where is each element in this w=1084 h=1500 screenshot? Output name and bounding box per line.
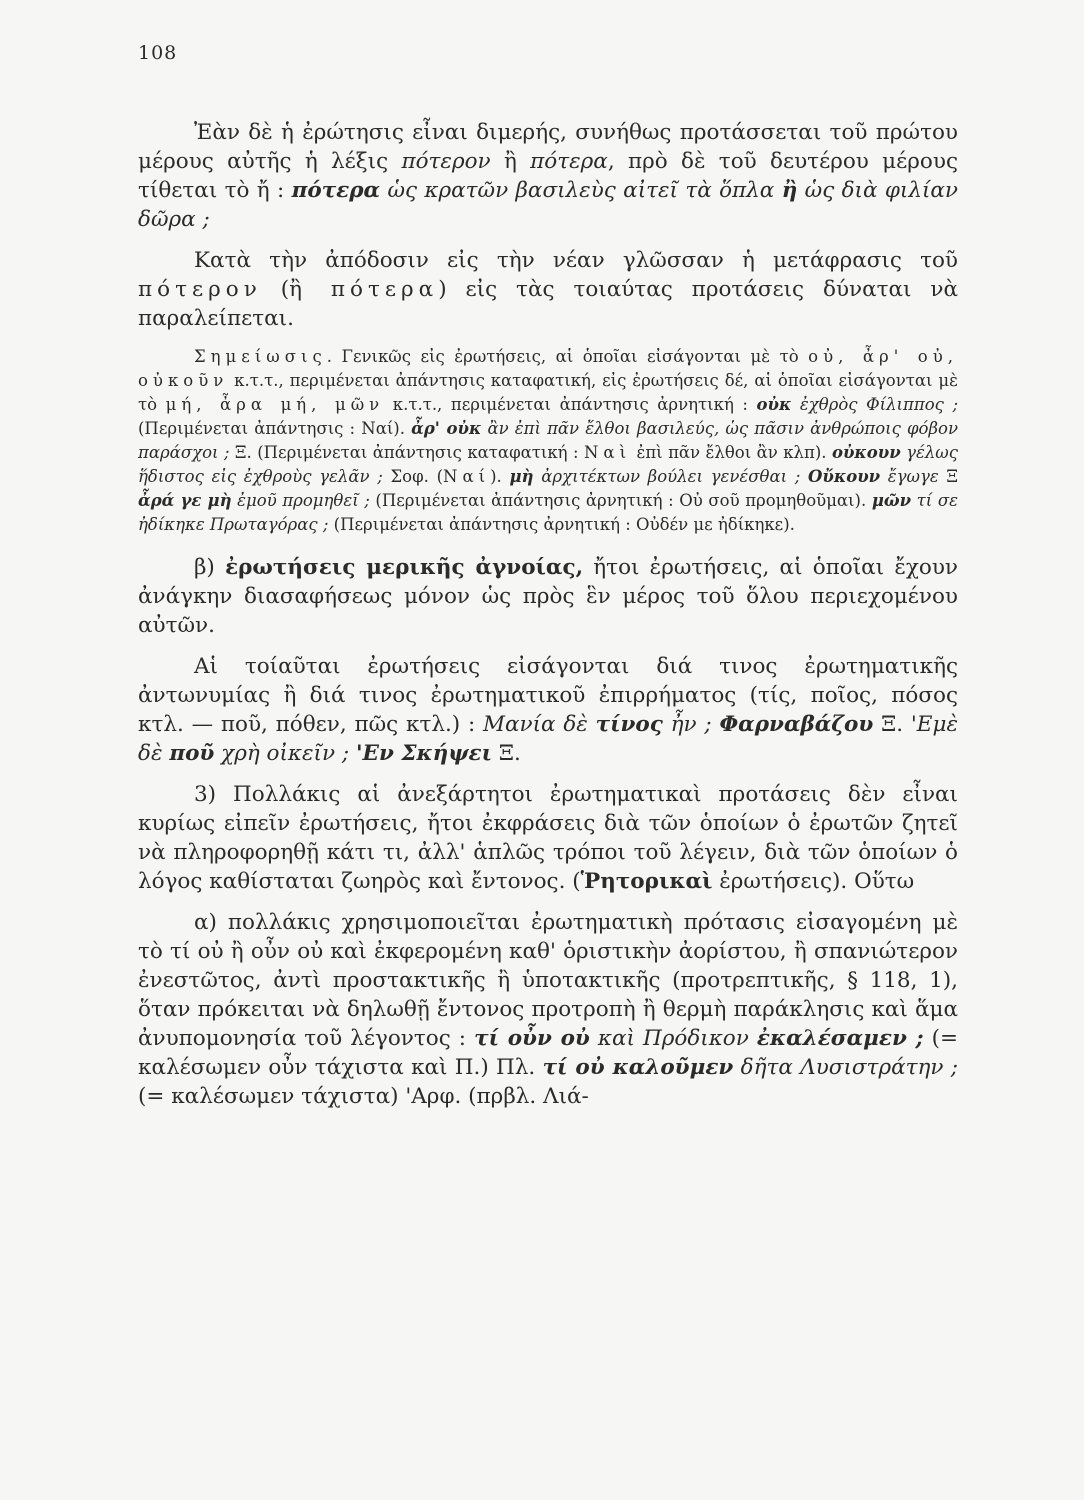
text-segment: . Γενικῶς εἰς ἐρωτήσεις, αἱ ὁποῖαι εἰσάγονται μὲ τὸ — [326, 347, 809, 366]
text-segment: ἆρά γε μὴ — [138, 491, 232, 510]
text-segment: Κατὰ τὴν ἀπόδοσιν εἰς τὴν νέαν γλῶσσαν ἡ μετάφρασις τοῦ — [194, 248, 958, 273]
text-segment: πότερον — [401, 149, 491, 174]
text-segment: 'Εμὲ δὲ — [138, 712, 958, 766]
text-segment: τί οὖν οὐ — [474, 1026, 590, 1051]
text-segment: Ξ. — [492, 741, 521, 766]
text-segment: ( — [261, 277, 290, 302]
text-segment: καὶ Πρόδικον — [589, 1026, 757, 1051]
note-paragraph — [138, 345, 958, 537]
text-segment: οὐ, ἆρ' οὐ, οὐκοῦν — [138, 347, 958, 390]
text-segment: ἐχθρὸς Φίλιππος ; — [791, 395, 959, 414]
text-segment: πότερα — [291, 178, 381, 203]
text-segment: Ξ. (Περιμένεται ἀπάντησις καταφατική : — [229, 443, 584, 462]
text-segment: ὡς κρατῶν βασιλεὺς αἰτεῖ τὰ ὅπλα — [380, 178, 782, 203]
text-segment: μῶν — [871, 491, 912, 510]
paragraph — [138, 908, 958, 1111]
text-segment: Σημείωσις — [194, 347, 327, 366]
text-segment: ) εἰς τὰς τοιαύτας προτάσεις δύναται νὰ παραλείπεται. — [138, 277, 959, 331]
text-segment: ἐρωτήσεις). Οὕτω — [712, 869, 915, 894]
text-segment: (= καλέσωμεν οὖν τάχιστα καὶ Π.) Πλ. — [138, 1026, 958, 1080]
text-segment: (= καλέσωμεν τάχιστα) 'Αρφ. (πρβλ. Λιά- — [138, 1084, 589, 1109]
text-segment: ἢ πότερα — [289, 277, 439, 302]
text-segment: πότερα — [530, 149, 608, 174]
text-segment: ἢ — [781, 178, 798, 203]
text-segment: πότερον — [138, 277, 262, 302]
paragraph — [138, 780, 958, 896]
text-segment: ἐκαλέσαμεν ; — [756, 1026, 924, 1051]
text-segment: μὴ — [509, 467, 534, 486]
text-segment: Αἱ τοίαῦται ἐρωτήσεις εἰσάγονται διά τινος ἐρωτηματικῆς ἀντωνυμίας ἢ διά τινος ἐρωτηματικοῦ ἐπιρρήματος (τίς, ποῖος, πόσος κτλ. — ποῦ, πόθεν, πῶς κτλ.) : — [138, 654, 958, 737]
text-segment: ἔγωγε — [880, 467, 939, 486]
text-segment: (Περιμένεται ἀπάντησις : Ναί). — [138, 419, 412, 438]
text-segment: ἐμοῦ προμηθεῖ ; — [231, 491, 370, 510]
text-segment: δῆτα Λυσιστράτην ; — [733, 1055, 959, 1080]
text-segment: χρὴ οἰκεῖν ; — [214, 741, 356, 766]
page-number: 108 — [138, 42, 178, 64]
text-segment: Ναί — [443, 467, 491, 486]
text-segment: Οὔκουν — [808, 467, 881, 486]
text-segment: α) πολλάκις χρησιμοποιεῖται ἐρωτηματικὴ πρότασις εἰσαγομένη μὲ τὸ τί οὐ ἢ οὖν οὐ καὶ ἐκφερομένη καθ' ὁριστικὴν ἀορίστου, ἢ σπανιώτερον ἐνεστῶτος, ἀντὶ προστακτικῆς ἢ ὑποτακτικῆς (προτρεπτικῆς, § 118, 1), ὅταν πρόκειται νὰ δηλωθῇ ἔντονος προτροπὴ ἢ θερμὴ παράκλησις καὶ ἅμα ἀνυπομονησία τοῦ λέγοντος : — [138, 910, 958, 1051]
text-segment: ὡς διὰ φιλίαν δῶρα ; — [138, 178, 958, 232]
text-segment: τί οὐ καλοῦμεν — [542, 1055, 734, 1080]
text-segment: κ.τ.τ., περιμένεται ἀπάντησις καταφατική, εἰς ἐρωτήσεις δέ, αἱ ὁποῖαι εἰσάγονται μὲ τὸ — [138, 371, 958, 414]
text-segment: ). — [490, 467, 510, 486]
text-segment: (Περιμένεται ἀπάντησις ἀρνητική : Οὐδέν με ἠδίκηκε). — [328, 515, 795, 534]
text-segment: Σοφ. ( — [382, 467, 444, 486]
text-segment: ἀρχιτέκτων βούλει γενέσθαι ; — [533, 467, 809, 486]
text-segment: , πρὸ δὲ τοῦ δευτέρου μέρους τίθεται τὸ ἤ : — [138, 149, 958, 203]
text-segment: ἤτοι ἐρωτήσεις, αἱ ὁποῖαι ἔχουν ἀνάγκην διασαφήσεως μόνον ὡς πρὸς ἓν μέρος τοῦ ὅλου περιεχομένου αὐτῶν. — [138, 555, 958, 638]
text-segment: ἦν ; — [662, 712, 720, 737]
text-segment: Ἐὰν δὲ ἡ ἐρώτησις εἶναι διμερής, συνήθως προτάσσεται τοῦ πρώτου μέρους αὐτῆς ἡ λέξις — [138, 120, 958, 174]
text-segment: οὐκουν — [831, 443, 901, 462]
text-segment: ἐρωτήσεις μερικῆς ἀγνοίας, — [225, 555, 584, 580]
text-segment: ποῦ — [169, 741, 215, 766]
paragraph — [138, 246, 958, 333]
text-segment: γέλως ἥδιστος εἰς ἐχθροὺς γελᾶν ; — [138, 443, 958, 486]
text-segment: ἂν ἐπὶ πᾶν ἔλθοι βασιλεύς, ὡς πᾶσιν ἀνθρώποις φόβον παράσχοι ; — [138, 419, 958, 462]
text-segment: Ῥητορικαὶ — [580, 869, 713, 894]
text-segment: (Περιμένεται ἀπάντησις ἀρνητική : Οὐ σοῦ προμηθοῦμαι). — [369, 491, 872, 510]
text-segment: οὐκ — [756, 395, 792, 414]
text-segment: ἐπὶ πᾶν ἔλθοι ἂν κλπ). — [631, 443, 832, 462]
text-segment: β) — [194, 555, 226, 580]
text-segment: ἢ — [490, 149, 531, 174]
paragraph — [138, 118, 958, 234]
text-segment: κ.τ.τ., περιμένεται ἀπάντησις ἀρνητική : — [384, 395, 757, 414]
text-segment: Φαρναβάζου — [719, 712, 874, 737]
text-segment: τί σε ἠδίκηκε Πρωταγόρας ; — [138, 491, 958, 534]
text-segment: Ξ. — [873, 712, 911, 737]
text-segment: μή, ἆρα μή, μῶν — [165, 395, 385, 414]
text-segment: τίνος — [595, 712, 663, 737]
text-segment: ἆρ' οὐκ — [411, 419, 482, 438]
text-segment: Μανία δὲ — [483, 712, 596, 737]
text-segment: Ναὶ — [583, 443, 632, 462]
paragraph — [138, 553, 958, 640]
text-segment: Ξ — [938, 467, 959, 486]
body-text — [138, 118, 958, 1123]
paragraph — [138, 652, 958, 768]
text-segment: 'Εν Σκήψει — [355, 741, 493, 766]
text-segment: 3) Πολλάκις αἱ ἀνεξάρτητοι ἐρωτηματικαὶ προτάσεις δὲν εἶναι κυρίως εἰπεῖν ἐρωτήσεις, ἤτοι ἐκφράσεις διὰ τῶν ὁποίων ὁ ἐρωτῶν ζητεῖ νὰ πληροφορηθῇ κάτι τι, ἀλλ' ἁπλῶς τρόποι τοῦ λέγειν, διὰ τῶν ὁποίων ὁ λόγος καθίσταται ζωηρὸς καὶ ἔντονος. ( — [138, 782, 958, 894]
